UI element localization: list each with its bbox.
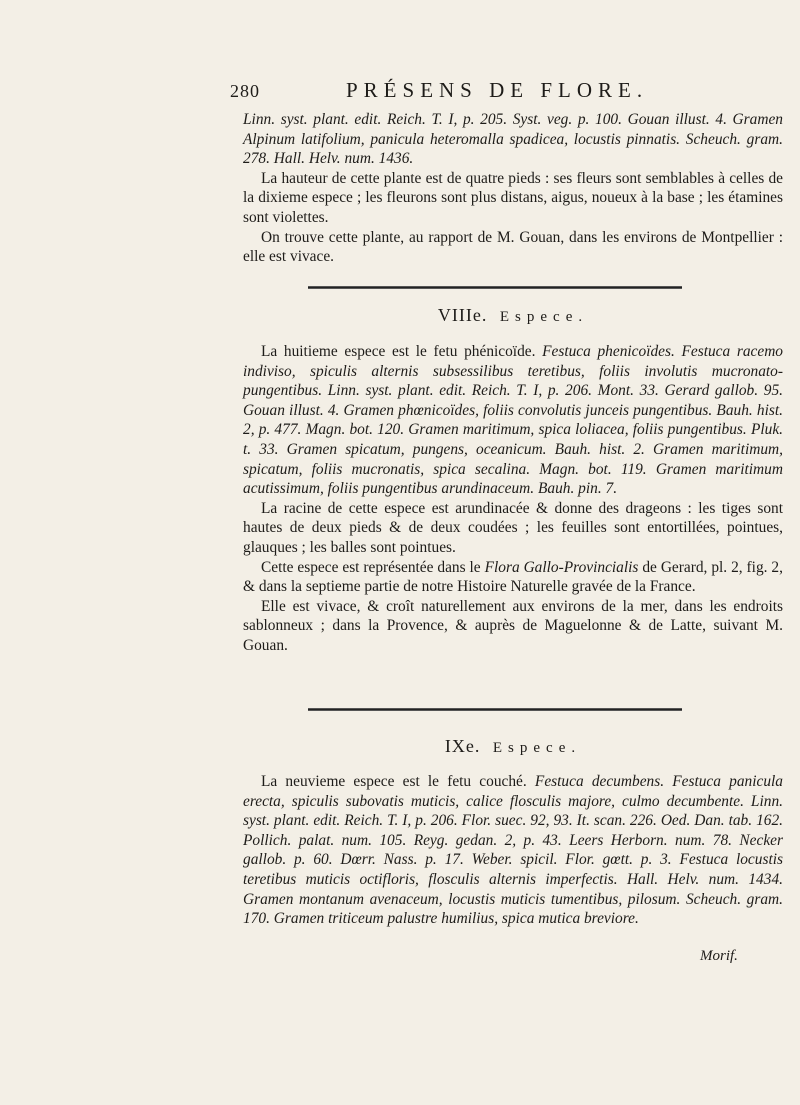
running-title: PRÉSENS DE FLORE. (346, 78, 649, 102)
section-word: Espece. (492, 740, 582, 756)
illustration-work-title: Flora Gallo-Provincialis (484, 558, 639, 576)
description-paragraph: La racine de cette espece est arundinacée & donne des drageons : les tiges sont hautes de deux pieds & de deux coudées ; les feuilles sont entortillées, pointues, glauques ; les balles sont pointues. (243, 499, 783, 556)
species-intro: La neuvieme espece est le fetu couché. (261, 773, 535, 790)
section-9-body (243, 772, 783, 929)
section-8-body (243, 342, 783, 656)
illustration-text-a: Cette espece est représentée dans le (261, 558, 485, 576)
habitat-paragraph: On trouve cette plante, au rapport de M. Gouan, dans les environs de Montpellier : elle est vivace. (243, 228, 783, 266)
illustration-paragraph (243, 558, 783, 597)
block-continuation (243, 110, 783, 267)
catchword: Morif. (700, 948, 738, 964)
species-intro: La huitieme espece est le fetu phénicoïde. (261, 343, 543, 360)
species-synonymy: Festuca decumbens. Festuca panicula erecta, spiculis subovatis muticis, calice flosculis majore, culmo decumbente. Linn. syst. plant. edit. Reich. T. I, p. 206. Flor. suec. 92, 93. It. scan. 226. Oed. Dan. tab. 162. Pollich. palat. num. 105. Reyg. gedan. 2, p. 43. Leers Herborn. num. 78. Necker gallob. p. 60. Dœrr. Nass. p. 17. Weber. spicil. Flor. gœtt. p. 3. Festuca locustis teretibus muticis octifloris, flosculis alternis imperfectis. Hall. Helv. num. 1434. Gramen montanum avenaceum, locustis muticis tumentibus, pilosum. Scheuch. gram. 170. Gramen triticeum palustre humilius, spica mutica breviore. (243, 773, 783, 928)
section-word: Espece. (499, 309, 589, 325)
section-heading-8 (243, 305, 783, 326)
section-number: IXe. (444, 736, 481, 756)
page-number: 280 (230, 81, 260, 101)
section-number: VIIIe. (437, 305, 488, 325)
synonymy-continued: Linn. syst. plant. edit. Reich. T. I, p. 205. Syst. veg. p. 100. Gouan illust. 4. Gramen Alpinum latifolium, panicula heteromalla spadicea, locustis pinnatis. Scheuch. gram. 278. Hall. Helv. num. 1436. (243, 111, 783, 168)
species-paragraph (243, 342, 783, 499)
page-header (230, 78, 790, 108)
section-divider (308, 286, 682, 289)
species-paragraph (243, 772, 783, 929)
description-paragraph: La hauteur de cette plante est de quatre pieds : ses fleurs sont semblables à celles de la dixieme espece ; les fleurons sont plus distans, aigus, noueux à la base ; les étamines sont violettes. (243, 169, 783, 226)
illustration-text-c: de Gerard, pl. 2, fig. 2, & dans la septieme partie de notre Histoire Naturelle gravée de la France. (243, 558, 783, 596)
habitat-paragraph: Elle est vivace, & croît naturellement aux environs de la mer, dans les endroits sablonneux ; dans la Provence, & auprès de Maguelonne & de Latte, suivant M. Gouan. (243, 597, 783, 654)
section-heading-9 (243, 736, 783, 757)
species-synonymy: Festuca phenicoïdes. Festuca racemo indiviso, spiculis alternis subsessilibus teretibus, foliis involutis mucronato-pungentibus. Linn. syst. plant. edit. Reich. T. I, p. 206. Mont. 33. Gerard gallob. 95. Gouan illust. 4. Gramen phœnicoïdes, foliis convolutis junceis pungentibus. Bauh. hist. 2, p. 477. Magn. bot. 120. Gramen maritimum, spica loliacea, foliis pungentibus. Pluk. t. 33. Gramen spicatum, pungens, oceanicum. Bauh. hist. 2. Gramen maritimum, spicatum, foliis mucronatis, spica secalina. Magn. bot. 119. Gramen maritimum acutissimum, foliis pungentibus arundinaceum. Bauh. pin. 7. (243, 343, 783, 498)
section-divider (308, 708, 682, 711)
